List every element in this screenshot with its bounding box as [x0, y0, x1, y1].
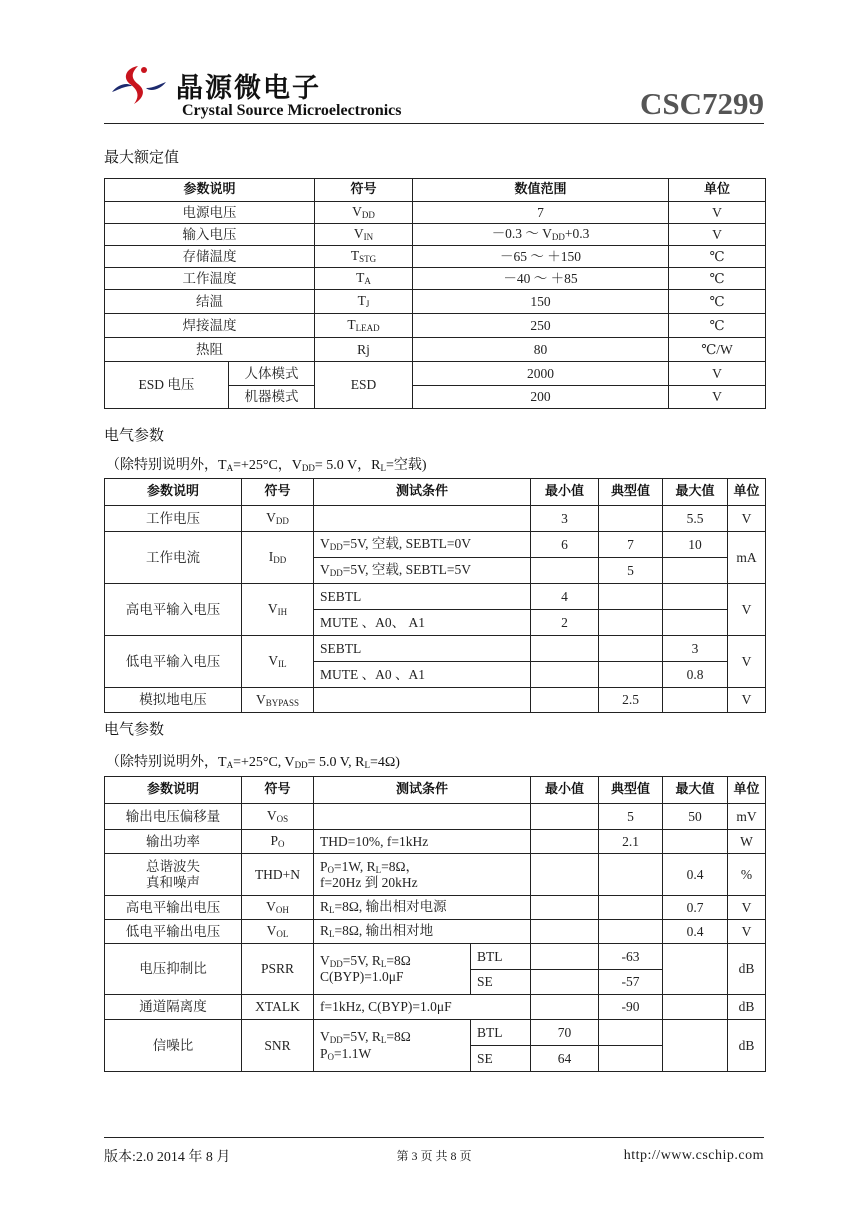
cond-cell: MUTE 、A0、 A1 — [314, 610, 531, 636]
typ-cell — [599, 662, 663, 688]
footer-version: 版本:2.0 2014 年 8 月 — [104, 1150, 231, 1165]
unit-cell: dB — [728, 1020, 766, 1072]
param-cell: 电源电压 — [105, 202, 315, 224]
unit-cell: V — [728, 920, 766, 944]
range-cell: 80 — [413, 338, 669, 362]
col-header: 典型值 — [599, 479, 663, 506]
symbol-cell: $V_{DD}$ — [315, 202, 413, 224]
max-cell — [663, 1020, 728, 1072]
elec2-conditions: （除特别说明外，$T_A=+25^\circ C$, $V_{DD}= 5.0$ V, $R_L=4\Omega$) — [106, 755, 400, 770]
min-cell — [531, 558, 599, 584]
cond-cell: $V_{DD}=5V$, 空载, SEBTL=5V — [314, 558, 531, 584]
param-cell: 低电平输出电压 — [105, 920, 242, 944]
typ-cell — [599, 1020, 663, 1046]
param-cell: 焊接温度 — [105, 314, 315, 338]
param-cell: 输入电压 — [105, 224, 315, 246]
min-cell — [531, 854, 599, 896]
range-cell: 200 — [413, 386, 669, 409]
company-logo-icon — [108, 62, 170, 112]
company-name-cn: 晶源微电子 — [176, 73, 321, 104]
max-cell: 0.4 — [663, 920, 728, 944]
mode-cell: 机器模式 — [229, 386, 315, 409]
col-header: 最小值 — [531, 777, 599, 804]
cond-cell — [314, 506, 531, 532]
footer-divider — [104, 1137, 764, 1138]
max-cell — [663, 558, 728, 584]
symbol-cell: THD+N — [242, 854, 314, 896]
abs-max-title: 最大额定值 — [104, 148, 180, 166]
min-cell: 3 — [531, 506, 599, 532]
unit-cell: V — [669, 386, 766, 409]
symbol-cell: $V_{OL}$ — [242, 920, 314, 944]
symbol-cell: $V_{IL}$ — [242, 636, 314, 688]
elec1-conditions: （除特别说明外，$T_A=+25^\circ C$，$V_{DD}= 5.0$ V，$R_L=$空载) — [106, 458, 427, 473]
max-cell: 3 — [663, 636, 728, 662]
mode-cell: SE — [471, 1046, 531, 1072]
table-row — [105, 338, 766, 362]
typ-cell — [599, 506, 663, 532]
cond-cell — [314, 688, 531, 713]
cond-cell: $R_L=8\Omega$, 输出相对地 — [314, 920, 531, 944]
max-cell — [663, 610, 728, 636]
max-cell: 5.5 — [663, 506, 728, 532]
symbol-cell: SNR — [242, 1020, 314, 1072]
max-cell — [663, 830, 728, 854]
range-cell: 150 — [413, 290, 669, 314]
min-cell: 4 — [531, 584, 599, 610]
model-number: CSC7299 — [639, 86, 764, 121]
min-cell — [531, 896, 599, 920]
table-header-row — [105, 179, 766, 202]
max-cell — [663, 944, 728, 995]
table-row — [105, 636, 766, 662]
typ-cell — [599, 610, 663, 636]
max-cell: 0.4 — [663, 854, 728, 896]
typ-cell: 2.1 — [599, 830, 663, 854]
cond-cell: $V_{DD}=5V$, $R_L=8\Omega$ C(BYP)=1.0μF — [314, 944, 471, 995]
max-cell: 50 — [663, 804, 728, 830]
table-header-row — [105, 479, 766, 506]
symbol-cell: $V_{IH}$ — [242, 584, 314, 636]
col-header: 最大值 — [663, 479, 728, 506]
col-header: 测试条件 — [314, 479, 531, 506]
cond-cell: SEBTL — [314, 636, 531, 662]
table-row — [105, 246, 766, 268]
mode-cell: SE — [471, 970, 531, 995]
param-cell: 输出电压偏移量 — [105, 804, 242, 830]
unit-cell: ℃ — [669, 314, 766, 338]
max-cell — [663, 995, 728, 1020]
param-cell: 电压抑制比 — [105, 944, 242, 995]
cond-cell: THD=10%, f=1kHz — [314, 830, 531, 854]
col-header: 最小值 — [531, 479, 599, 506]
symbol-cell: XTALK — [242, 995, 314, 1020]
col-header: 典型值 — [599, 777, 663, 804]
cond-cell: $P_O=1W$, $R_L=8\Omega$， f=20Hz 到 20kHz — [314, 854, 531, 896]
symbol-cell: $V_{IN}$ — [315, 224, 413, 246]
min-cell — [531, 970, 599, 995]
mode-cell: BTL — [471, 1020, 531, 1046]
mode-cell: 人体模式 — [229, 362, 315, 386]
col-header: 单位 — [669, 179, 766, 202]
symbol-cell: $V_{OS}$ — [242, 804, 314, 830]
col-header: 数值范围 — [413, 179, 669, 202]
cond-cell: $R_L=8\Omega$, 输出相对电源 — [314, 896, 531, 920]
table-row — [105, 290, 766, 314]
table-row — [105, 314, 766, 338]
typ-cell — [599, 1046, 663, 1072]
table-row — [105, 688, 766, 713]
cond-cell: SEBTL — [314, 584, 531, 610]
symbol-cell: $T_{STG}$ — [315, 246, 413, 268]
range-cell: －65 ～ ＋150 — [413, 246, 669, 268]
min-cell: 6 — [531, 532, 599, 558]
header-divider — [104, 123, 764, 124]
table-row — [105, 584, 766, 610]
unit-cell: V — [728, 584, 766, 636]
symbol-cell: ESD — [315, 362, 413, 409]
symbol-cell: $T_A$ — [315, 268, 413, 290]
company-name-en: Crystal Source Microelectronics — [182, 102, 402, 119]
table-row — [105, 1020, 766, 1046]
table-row — [105, 920, 766, 944]
table-row — [105, 830, 766, 854]
cond-cell: $V_{DD}=5V$, 空载, SEBTL=0V — [314, 532, 531, 558]
table-row — [105, 202, 766, 224]
unit-cell: mA — [728, 532, 766, 584]
typ-cell — [599, 896, 663, 920]
col-header: 参数说明 — [105, 179, 315, 202]
symbol-cell: $P_O$ — [242, 830, 314, 854]
max-cell: 10 — [663, 532, 728, 558]
abs-max-table — [104, 178, 766, 409]
unit-cell: V — [669, 202, 766, 224]
unit-cell: V — [728, 688, 766, 713]
cond-cell: f=1kHz, C(BYP)=1.0μF — [314, 995, 531, 1020]
unit-cell: V — [669, 362, 766, 386]
max-cell — [663, 688, 728, 713]
typ-cell: 2.5 — [599, 688, 663, 713]
typ-cell — [599, 584, 663, 610]
param-cell: 高电平输出电压 — [105, 896, 242, 920]
min-cell — [531, 995, 599, 1020]
min-cell: 70 — [531, 1020, 599, 1046]
range-cell: －0.3 ～ $V_{DD}+0.3$ — [413, 224, 669, 246]
col-header: 符号 — [242, 777, 314, 804]
min-cell — [531, 920, 599, 944]
param-cell: 工作电压 — [105, 506, 242, 532]
symbol-cell: PSRR — [242, 944, 314, 995]
table-row — [105, 224, 766, 246]
col-header: 单位 — [728, 479, 766, 506]
symbol-cell: $V_{BYPASS}$ — [242, 688, 314, 713]
elec2-title: 电气参数 — [104, 720, 165, 738]
unit-cell: dB — [728, 944, 766, 995]
param-cell: 通道隔离度 — [105, 995, 242, 1020]
range-cell: 250 — [413, 314, 669, 338]
unit-cell: ℃ — [669, 290, 766, 314]
min-cell: 64 — [531, 1046, 599, 1072]
min-cell: 2 — [531, 610, 599, 636]
symbol-cell: $V_{DD}$ — [242, 506, 314, 532]
min-cell — [531, 662, 599, 688]
table-row — [105, 944, 766, 970]
param-cell: 结温 — [105, 290, 315, 314]
elec1-table — [104, 478, 766, 713]
footer-url[interactable]: http://www.cschip.com — [623, 1148, 764, 1163]
param-cell: ESD 电压 — [105, 362, 229, 409]
symbol-cell: $T_J$ — [315, 290, 413, 314]
typ-cell — [599, 920, 663, 944]
elec1-title: 电气参数 — [104, 426, 165, 444]
param-cell: 低电平输入电压 — [105, 636, 242, 688]
unit-cell: V — [728, 506, 766, 532]
col-header: 测试条件 — [314, 777, 531, 804]
param-cell: 存储温度 — [105, 246, 315, 268]
table-row — [105, 532, 766, 558]
param-cell: 信噪比 — [105, 1020, 242, 1072]
typ-cell — [599, 636, 663, 662]
range-cell: 2000 — [413, 362, 669, 386]
param-cell: 工作电流 — [105, 532, 242, 584]
param-cell: 高电平输入电压 — [105, 584, 242, 636]
typ-cell: -90 — [599, 995, 663, 1020]
cond-cell: MUTE 、A0 、A1 — [314, 662, 531, 688]
min-cell — [531, 944, 599, 970]
unit-cell: V — [728, 896, 766, 920]
table-row — [105, 268, 766, 290]
col-header: 符号 — [242, 479, 314, 506]
unit-cell: mV — [728, 804, 766, 830]
min-cell — [531, 688, 599, 713]
max-cell: 0.8 — [663, 662, 728, 688]
min-cell — [531, 636, 599, 662]
footer-page-number: 第 3 页 共 8 页 — [396, 1149, 472, 1163]
param-cell: 模拟地电压 — [105, 688, 242, 713]
min-cell — [531, 804, 599, 830]
symbol-cell: Rj — [315, 338, 413, 362]
col-header: 最大值 — [663, 777, 728, 804]
param-cell: 热阻 — [105, 338, 315, 362]
symbol-cell: $V_{OH}$ — [242, 896, 314, 920]
typ-cell: -57 — [599, 970, 663, 995]
range-cell: 7 — [413, 202, 669, 224]
mode-cell: BTL — [471, 944, 531, 970]
unit-cell: dB — [728, 995, 766, 1020]
unit-cell: % — [728, 854, 766, 896]
unit-cell: V — [669, 224, 766, 246]
typ-cell: 5 — [599, 804, 663, 830]
typ-cell: 5 — [599, 558, 663, 584]
col-header: 参数说明 — [105, 479, 242, 506]
col-header: 符号 — [315, 179, 413, 202]
col-header: 参数说明 — [105, 777, 242, 804]
min-cell — [531, 830, 599, 854]
unit-cell: ℃ — [669, 246, 766, 268]
max-cell: 0.7 — [663, 896, 728, 920]
typ-cell — [599, 854, 663, 896]
table-header-row — [105, 777, 766, 804]
unit-cell: W — [728, 830, 766, 854]
table-row — [105, 506, 766, 532]
cond-cell — [314, 804, 531, 830]
table-row — [105, 896, 766, 920]
typ-cell: 7 — [599, 532, 663, 558]
range-cell: －40 ～ ＋85 — [413, 268, 669, 290]
unit-cell: ℃ — [669, 268, 766, 290]
unit-cell: ℃/W — [669, 338, 766, 362]
param-cell: 工作温度 — [105, 268, 315, 290]
elec2-table — [104, 776, 766, 1072]
table-row — [105, 854, 766, 896]
max-cell — [663, 584, 728, 610]
symbol-cell: $T_{LEAD}$ — [315, 314, 413, 338]
col-header: 单位 — [728, 777, 766, 804]
unit-cell: V — [728, 636, 766, 688]
param-cell: 总谐波失 真和噪声 — [105, 854, 242, 896]
table-row — [105, 362, 766, 386]
cond-cell: $V_{DD}=5V$, $R_L=8\Omega$ $P_O=1.1W$ — [314, 1020, 471, 1072]
table-row — [105, 804, 766, 830]
typ-cell: -63 — [599, 944, 663, 970]
table-row — [105, 995, 766, 1020]
symbol-cell: $I_{DD}$ — [242, 532, 314, 584]
param-cell: 输出功率 — [105, 830, 242, 854]
